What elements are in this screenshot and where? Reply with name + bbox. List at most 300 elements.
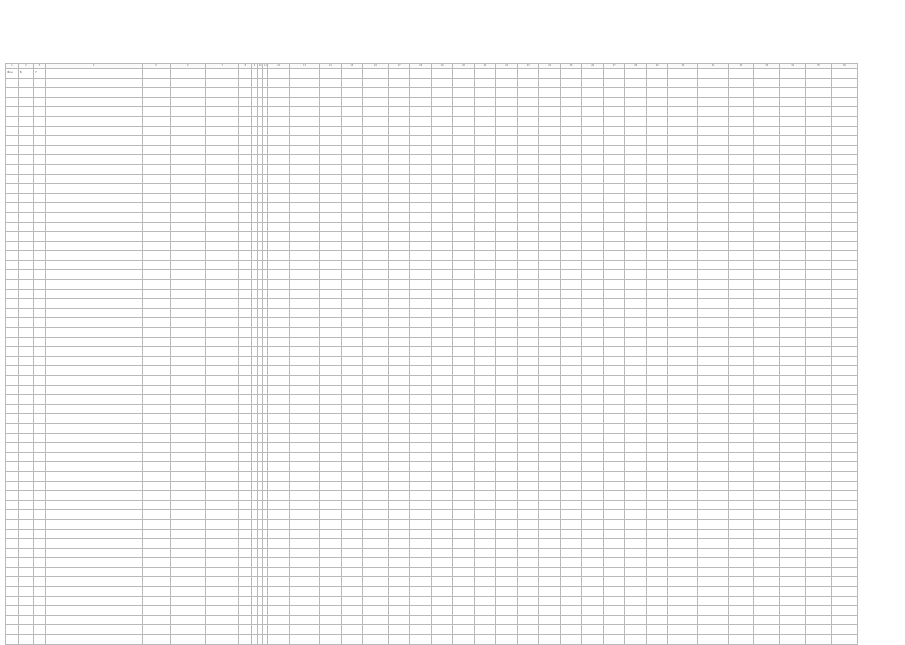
table-cell[interactable]: [410, 193, 432, 203]
table-cell[interactable]: [496, 452, 518, 462]
table-cell[interactable]: [431, 414, 453, 424]
table-cell[interactable]: [142, 385, 170, 395]
table-cell[interactable]: [698, 433, 728, 443]
table-cell[interactable]: [603, 414, 625, 424]
table-cell[interactable]: [728, 519, 754, 529]
table-cell[interactable]: [698, 308, 728, 318]
table-cell[interactable]: [431, 164, 453, 174]
table-cell[interactable]: [6, 635, 19, 645]
table-cell[interactable]: [668, 347, 698, 357]
table-cell[interactable]: [646, 174, 668, 184]
table-cell[interactable]: [560, 558, 582, 568]
table-cell[interactable]: [806, 625, 832, 635]
table-cell[interactable]: [268, 510, 290, 520]
table-cell[interactable]: [268, 471, 290, 481]
table-cell[interactable]: [806, 241, 832, 251]
table-cell[interactable]: [453, 404, 475, 414]
column-header[interactable]: 16: [363, 64, 389, 69]
table-cell[interactable]: [728, 452, 754, 462]
table-cell[interactable]: [539, 69, 561, 79]
table-cell[interactable]: [625, 270, 647, 280]
table-cell[interactable]: [806, 414, 832, 424]
table-cell[interactable]: [6, 471, 19, 481]
table-cell[interactable]: [806, 366, 832, 376]
table-cell[interactable]: [363, 184, 389, 194]
table-cell[interactable]: [806, 443, 832, 453]
table-cell[interactable]: [142, 116, 170, 126]
table-cell[interactable]: [206, 548, 239, 558]
table-cell[interactable]: [45, 433, 142, 443]
table-cell[interactable]: [603, 78, 625, 88]
table-cell[interactable]: [603, 596, 625, 606]
table-cell[interactable]: [410, 606, 432, 616]
table-cell[interactable]: [363, 376, 389, 386]
table-cell[interactable]: [780, 376, 806, 386]
table-cell[interactable]: [453, 577, 475, 587]
table-cell[interactable]: [453, 385, 475, 395]
table-cell[interactable]: [45, 222, 142, 232]
table-cell[interactable]: [206, 78, 239, 88]
table-cell[interactable]: [33, 471, 45, 481]
table-cell[interactable]: [668, 174, 698, 184]
table-cell[interactable]: [45, 232, 142, 242]
table-cell[interactable]: [831, 299, 857, 309]
table-cell[interactable]: [18, 500, 33, 510]
table-cell[interactable]: [206, 443, 239, 453]
table-cell[interactable]: [431, 452, 453, 462]
table-cell[interactable]: [539, 136, 561, 146]
table-cell[interactable]: [517, 414, 539, 424]
table-cell[interactable]: [474, 184, 496, 194]
table-cell[interactable]: [268, 433, 290, 443]
table-cell[interactable]: [431, 347, 453, 357]
table-cell[interactable]: [388, 280, 410, 290]
table-cell[interactable]: [582, 116, 604, 126]
table-cell[interactable]: [410, 69, 432, 79]
column-header[interactable]: 5: [142, 64, 170, 69]
table-cell[interactable]: [780, 155, 806, 165]
table-cell[interactable]: [6, 203, 19, 213]
table-cell[interactable]: [18, 289, 33, 299]
table-cell[interactable]: [831, 97, 857, 107]
table-cell[interactable]: [780, 270, 806, 280]
table-cell[interactable]: [668, 481, 698, 491]
table-cell[interactable]: [668, 260, 698, 270]
table-cell[interactable]: [560, 539, 582, 549]
table-cell[interactable]: [560, 577, 582, 587]
table-cell[interactable]: [646, 587, 668, 597]
table-cell[interactable]: [268, 567, 290, 577]
table-cell[interactable]: [268, 337, 290, 347]
table-cell[interactable]: [496, 222, 518, 232]
table-cell[interactable]: [517, 596, 539, 606]
table-cell[interactable]: [289, 107, 319, 117]
table-cell[interactable]: [170, 164, 206, 174]
table-cell[interactable]: [780, 462, 806, 472]
table-cell[interactable]: [206, 280, 239, 290]
table-cell[interactable]: [517, 241, 539, 251]
table-cell[interactable]: [728, 376, 754, 386]
table-cell[interactable]: [698, 558, 728, 568]
table-cell[interactable]: [239, 126, 252, 136]
table-cell[interactable]: [341, 97, 363, 107]
table-cell[interactable]: [320, 347, 342, 357]
table-cell[interactable]: [806, 222, 832, 232]
table-cell[interactable]: [410, 423, 432, 433]
table-cell[interactable]: [698, 97, 728, 107]
table-cell[interactable]: [754, 500, 780, 510]
table-cell[interactable]: [142, 615, 170, 625]
table-cell[interactable]: [18, 558, 33, 568]
table-cell[interactable]: [646, 88, 668, 98]
table-cell[interactable]: [341, 635, 363, 645]
table-cell[interactable]: [453, 260, 475, 270]
table-cell[interactable]: [831, 596, 857, 606]
table-cell[interactable]: [582, 260, 604, 270]
table-cell[interactable]: [603, 193, 625, 203]
table-cell[interactable]: [18, 462, 33, 472]
table-cell[interactable]: [363, 606, 389, 616]
table-cell[interactable]: [142, 404, 170, 414]
table-cell[interactable]: [239, 577, 252, 587]
table-cell[interactable]: [780, 212, 806, 222]
table-cell[interactable]: [239, 404, 252, 414]
table-cell[interactable]: [431, 567, 453, 577]
table-cell[interactable]: [45, 337, 142, 347]
table-cell[interactable]: [496, 193, 518, 203]
table-cell[interactable]: [668, 510, 698, 520]
table-cell[interactable]: [341, 136, 363, 146]
table-cell[interactable]: [603, 308, 625, 318]
table-cell[interactable]: [474, 376, 496, 386]
table-cell[interactable]: [341, 366, 363, 376]
table-cell[interactable]: [517, 567, 539, 577]
table-cell[interactable]: [45, 481, 142, 491]
table-cell[interactable]: [239, 260, 252, 270]
table-cell[interactable]: [560, 414, 582, 424]
table-cell[interactable]: [142, 452, 170, 462]
table-cell[interactable]: [289, 539, 319, 549]
table-cell[interactable]: [625, 471, 647, 481]
table-cell[interactable]: [780, 97, 806, 107]
table-cell[interactable]: [431, 548, 453, 558]
table-cell[interactable]: [780, 567, 806, 577]
table-cell[interactable]: [496, 107, 518, 117]
table-cell[interactable]: [646, 462, 668, 472]
table-cell[interactable]: [728, 462, 754, 472]
table-cell[interactable]: [206, 606, 239, 616]
table-cell[interactable]: [831, 423, 857, 433]
table-cell[interactable]: [142, 222, 170, 232]
table-cell[interactable]: [496, 376, 518, 386]
table-cell[interactable]: [363, 548, 389, 558]
table-cell[interactable]: [18, 635, 33, 645]
table-cell[interactable]: [363, 356, 389, 366]
table-cell[interactable]: [474, 596, 496, 606]
table-cell[interactable]: Фон: [6, 69, 19, 79]
table-cell[interactable]: [45, 414, 142, 424]
table-cell[interactable]: [582, 481, 604, 491]
table-cell[interactable]: [560, 404, 582, 414]
table-cell[interactable]: [560, 78, 582, 88]
table-cell[interactable]: [831, 558, 857, 568]
table-cell[interactable]: [410, 395, 432, 405]
table-cell[interactable]: [646, 289, 668, 299]
table-cell[interactable]: [45, 529, 142, 539]
table-cell[interactable]: [363, 596, 389, 606]
table-cell[interactable]: [646, 539, 668, 549]
table-cell[interactable]: [268, 260, 290, 270]
table-cell[interactable]: [831, 443, 857, 453]
table-cell[interactable]: [170, 529, 206, 539]
table-cell[interactable]: [560, 318, 582, 328]
table-cell[interactable]: [388, 356, 410, 366]
table-cell[interactable]: [646, 385, 668, 395]
table-cell[interactable]: [754, 260, 780, 270]
column-header[interactable]: 36: [831, 64, 857, 69]
table-cell[interactable]: [560, 212, 582, 222]
table-cell[interactable]: [33, 222, 45, 232]
table-cell[interactable]: [388, 232, 410, 242]
table-cell[interactable]: [268, 491, 290, 501]
table-cell[interactable]: [45, 395, 142, 405]
table-cell[interactable]: [831, 155, 857, 165]
table-cell[interactable]: [603, 164, 625, 174]
table-cell[interactable]: [388, 423, 410, 433]
table-cell[interactable]: [33, 577, 45, 587]
table-cell[interactable]: [668, 443, 698, 453]
table-cell[interactable]: [806, 529, 832, 539]
table-cell[interactable]: [698, 212, 728, 222]
table-cell[interactable]: [603, 69, 625, 79]
table-cell[interactable]: [728, 212, 754, 222]
table-cell[interactable]: [18, 577, 33, 587]
table-cell[interactable]: [18, 88, 33, 98]
table-cell[interactable]: [754, 69, 780, 79]
table-cell[interactable]: [668, 145, 698, 155]
table-cell[interactable]: [388, 270, 410, 280]
table-cell[interactable]: [239, 548, 252, 558]
table-cell[interactable]: [806, 395, 832, 405]
table-cell[interactable]: [582, 635, 604, 645]
table-cell[interactable]: [431, 328, 453, 338]
table-cell[interactable]: [646, 232, 668, 242]
table-cell[interactable]: [539, 452, 561, 462]
table-cell[interactable]: [6, 481, 19, 491]
table-cell[interactable]: [539, 308, 561, 318]
column-header[interactable]: 21: [474, 64, 496, 69]
table-cell[interactable]: [780, 577, 806, 587]
table-cell[interactable]: [239, 69, 252, 79]
table-cell[interactable]: [431, 529, 453, 539]
table-cell[interactable]: [6, 193, 19, 203]
table-cell[interactable]: [582, 414, 604, 424]
table-cell[interactable]: [625, 423, 647, 433]
table-cell[interactable]: [646, 116, 668, 126]
table-cell[interactable]: [410, 212, 432, 222]
table-cell[interactable]: [603, 625, 625, 635]
table-cell[interactable]: [496, 433, 518, 443]
table-cell[interactable]: [33, 164, 45, 174]
table-cell[interactable]: [728, 280, 754, 290]
table-cell[interactable]: [831, 414, 857, 424]
table-cell[interactable]: [625, 126, 647, 136]
table-cell[interactable]: [170, 203, 206, 213]
table-cell[interactable]: [33, 452, 45, 462]
table-cell[interactable]: [410, 596, 432, 606]
table-cell[interactable]: [646, 184, 668, 194]
table-cell[interactable]: [646, 491, 668, 501]
table-cell[interactable]: [6, 462, 19, 472]
table-cell[interactable]: [341, 615, 363, 625]
table-cell[interactable]: [603, 299, 625, 309]
table-cell[interactable]: [206, 625, 239, 635]
table-cell[interactable]: [625, 625, 647, 635]
column-header[interactable]: 1: [6, 64, 19, 69]
table-cell[interactable]: [206, 452, 239, 462]
table-cell[interactable]: [668, 491, 698, 501]
column-header[interactable]: 20: [453, 64, 475, 69]
table-cell[interactable]: [341, 203, 363, 213]
table-cell[interactable]: [18, 376, 33, 386]
table-cell[interactable]: [289, 136, 319, 146]
table-cell[interactable]: [268, 299, 290, 309]
table-cell[interactable]: [728, 596, 754, 606]
table-cell[interactable]: [268, 116, 290, 126]
table-cell[interactable]: [142, 414, 170, 424]
table-cell[interactable]: [341, 107, 363, 117]
table-cell[interactable]: [268, 289, 290, 299]
column-header[interactable]: 15: [341, 64, 363, 69]
table-cell[interactable]: [289, 251, 319, 261]
table-cell[interactable]: [496, 97, 518, 107]
table-cell[interactable]: [6, 212, 19, 222]
table-cell[interactable]: [625, 136, 647, 146]
table-cell[interactable]: [320, 289, 342, 299]
table-cell[interactable]: [474, 260, 496, 270]
table-cell[interactable]: [18, 193, 33, 203]
table-cell[interactable]: [431, 376, 453, 386]
table-cell[interactable]: [698, 328, 728, 338]
table-cell[interactable]: [341, 529, 363, 539]
table-cell[interactable]: [625, 88, 647, 98]
table-cell[interactable]: [698, 596, 728, 606]
table-cell[interactable]: [603, 376, 625, 386]
table-cell[interactable]: [410, 260, 432, 270]
table-cell[interactable]: [780, 164, 806, 174]
table-cell[interactable]: [142, 174, 170, 184]
table-cell[interactable]: [539, 414, 561, 424]
column-header[interactable]: 14: [320, 64, 342, 69]
table-cell[interactable]: [496, 577, 518, 587]
table-cell[interactable]: [206, 232, 239, 242]
table-cell[interactable]: [625, 184, 647, 194]
table-cell[interactable]: [582, 69, 604, 79]
table-cell[interactable]: [410, 78, 432, 88]
table-cell[interactable]: [560, 164, 582, 174]
table-cell[interactable]: [625, 116, 647, 126]
table-cell[interactable]: [363, 433, 389, 443]
table-cell[interactable]: [625, 539, 647, 549]
table-cell[interactable]: [320, 510, 342, 520]
table-cell[interactable]: [453, 615, 475, 625]
table-cell[interactable]: [698, 625, 728, 635]
table-cell[interactable]: [646, 529, 668, 539]
table-cell[interactable]: [646, 347, 668, 357]
table-cell[interactable]: [496, 596, 518, 606]
table-cell[interactable]: [646, 145, 668, 155]
table-cell[interactable]: [18, 299, 33, 309]
table-cell[interactable]: [6, 97, 19, 107]
table-cell[interactable]: [603, 500, 625, 510]
table-cell[interactable]: [268, 78, 290, 88]
table-cell[interactable]: [646, 558, 668, 568]
table-cell[interactable]: [539, 337, 561, 347]
table-cell[interactable]: [668, 69, 698, 79]
table-cell[interactable]: [625, 251, 647, 261]
table-cell[interactable]: [582, 356, 604, 366]
table-cell[interactable]: [831, 500, 857, 510]
table-cell[interactable]: [831, 126, 857, 136]
table-cell[interactable]: [625, 395, 647, 405]
table-cell[interactable]: [806, 539, 832, 549]
table-cell[interactable]: [170, 625, 206, 635]
table-cell[interactable]: [646, 193, 668, 203]
table-cell[interactable]: [496, 395, 518, 405]
table-cell[interactable]: [754, 615, 780, 625]
table-cell[interactable]: [206, 88, 239, 98]
table-cell[interactable]: [625, 491, 647, 501]
table-cell[interactable]: [831, 366, 857, 376]
table-cell[interactable]: [45, 155, 142, 165]
table-cell[interactable]: [780, 635, 806, 645]
table-cell[interactable]: [431, 443, 453, 453]
table-cell[interactable]: [603, 385, 625, 395]
table-cell[interactable]: [780, 452, 806, 462]
table-cell[interactable]: [560, 500, 582, 510]
table-cell[interactable]: [646, 615, 668, 625]
table-cell[interactable]: [206, 385, 239, 395]
table-cell[interactable]: [388, 328, 410, 338]
table-cell[interactable]: [6, 433, 19, 443]
table-cell[interactable]: [45, 510, 142, 520]
table-cell[interactable]: [539, 222, 561, 232]
table-cell[interactable]: [6, 529, 19, 539]
table-cell[interactable]: [625, 567, 647, 577]
table-cell[interactable]: [431, 155, 453, 165]
table-cell[interactable]: [780, 337, 806, 347]
table-cell[interactable]: [170, 270, 206, 280]
table-cell[interactable]: [603, 347, 625, 357]
table-cell[interactable]: [474, 635, 496, 645]
table-cell[interactable]: [18, 184, 33, 194]
table-cell[interactable]: [289, 558, 319, 568]
table-cell[interactable]: [831, 203, 857, 213]
table-cell[interactable]: [517, 462, 539, 472]
table-cell[interactable]: [388, 337, 410, 347]
table-cell[interactable]: [289, 289, 319, 299]
table-cell[interactable]: [170, 145, 206, 155]
table-cell[interactable]: [728, 500, 754, 510]
table-cell[interactable]: [646, 260, 668, 270]
table-cell[interactable]: [474, 615, 496, 625]
table-cell[interactable]: [517, 587, 539, 597]
table-cell[interactable]: [646, 251, 668, 261]
table-cell[interactable]: [363, 404, 389, 414]
table-cell[interactable]: [754, 443, 780, 453]
table-cell[interactable]: [33, 548, 45, 558]
table-cell[interactable]: [668, 299, 698, 309]
